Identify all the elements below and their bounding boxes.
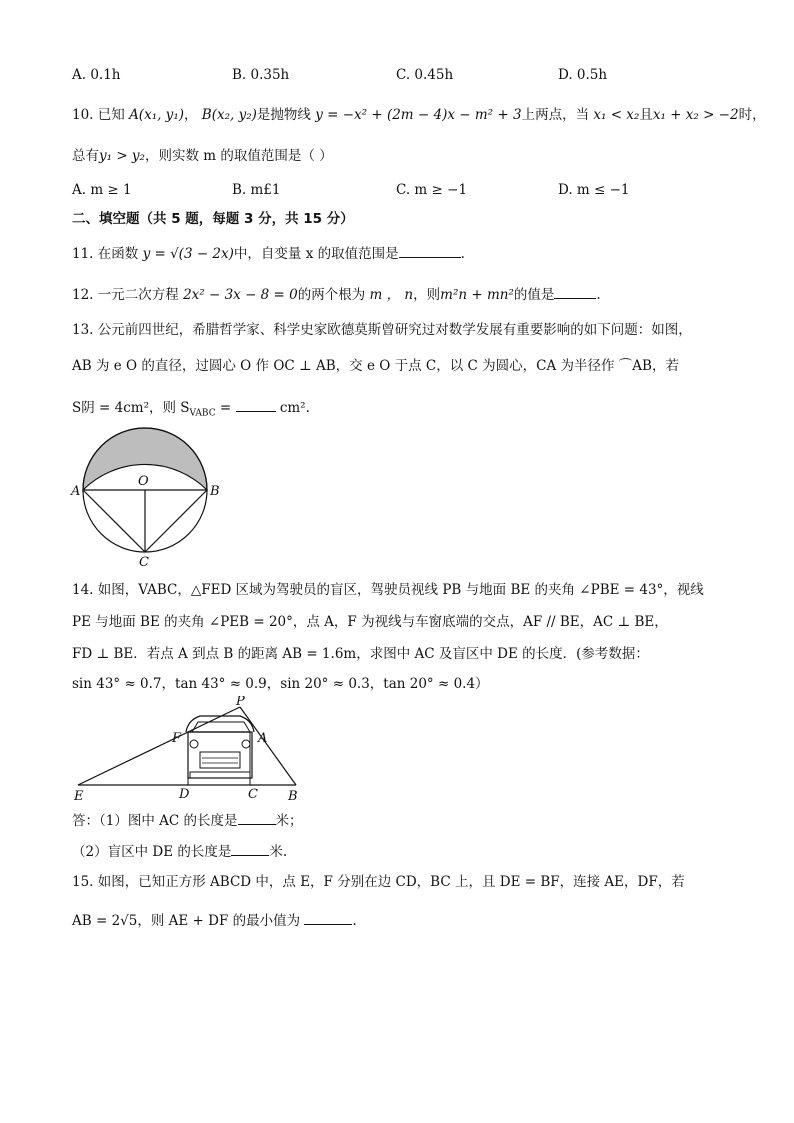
q10-mid-text: 是抛物线 [256, 107, 311, 123]
q12-pre: 12. 一元二次方程 [72, 287, 179, 303]
q14-ans1-blank[interactable] [238, 810, 276, 825]
q11-end: . [460, 246, 465, 262]
q14-label-p: P [236, 696, 245, 709]
q14-car-blindspot-figure [68, 696, 308, 804]
q14-ans1-pre: 答：（1）图中 AC 的长度是 [72, 813, 238, 829]
q13-line2: AB 为 e O 的直径，过圆心 O 作 OC ⊥ AB，交 e O 于点 C，以 C 为圆心，CA 为半径作 ⌒AB，若 [72, 358, 679, 374]
q14-ans2-post: 米. [269, 844, 288, 860]
q13-unit: cm² [279, 400, 306, 416]
q13-triangle-subscript: VABC [189, 408, 216, 419]
q10-inequality: y₁ > y₂ [99, 148, 145, 164]
q14-ans2-blank[interactable] [231, 841, 269, 856]
q14-answer-1 [72, 810, 303, 831]
q14-line4: sin 43° ≈ 0.7，tan 43° ≈ 0.9，sin 20° ≈ 0.3，tan 20° ≈ 0.4） [72, 676, 489, 692]
q14-sightline-pe [78, 707, 240, 785]
q9-option-b: B. 0.35h [232, 67, 290, 83]
q14-ans1-post: 米； [275, 813, 303, 829]
q10-point-b: B(x₂, y₂) [201, 107, 257, 123]
q12-post: 的值是 [513, 287, 555, 303]
q11-pre: 11. 在函数 [72, 246, 139, 262]
q12-end: . [596, 287, 601, 303]
q13-line1: 13. 公元前四世纪，希腊哲学家、科学史家欧德莫斯曾研究过对数学发展有重要影响的如下问题：如图， [72, 322, 692, 338]
q12-line [72, 284, 601, 305]
q12-answer-blank[interactable] [554, 284, 596, 299]
q10-option-b: B. m£1 [232, 182, 281, 198]
q14-label-d: D [179, 787, 190, 802]
section-heading-fill-in: 二、填空题（共 5 题，每题 3 分，共 15 分） [72, 211, 354, 227]
q14-line2: PE 与地面 BE 的夹角 ∠PEB = 20°，点 A，F 为视线与车窗底端的交点，AF // BE，AC ⊥ BE， [72, 614, 668, 630]
q14-car-bumper [190, 772, 250, 778]
q14-line3: FD ⊥ BE．若点 A 到点 B 的距离 AB = 1.6m，求图中 AC 及盲区中 DE 的长度．(参考数据： [72, 646, 649, 662]
q13-segment-ac [83, 490, 145, 552]
q12-expression: m²n + mn² [440, 287, 514, 303]
q15-answer-blank[interactable] [304, 910, 352, 925]
q14-headlight-right [242, 740, 250, 748]
q10-number: 10. 已知 [72, 107, 125, 123]
q10-option-d: D. m ≤ −1 [558, 182, 630, 198]
q10-separator: ， [184, 107, 198, 123]
q11-line [72, 243, 465, 264]
q10-option-c: C. m ≥ −1 [396, 182, 468, 198]
q13-label-c: C [139, 555, 149, 570]
q13-label-a: A [71, 484, 81, 499]
q10-parabola-equation: y = −x² + (2m − 4)x − m² + 3 [315, 107, 522, 123]
q13-label-b: B [210, 484, 220, 499]
q14-answer-2 [72, 841, 287, 862]
q10-option-a: A. m ≥ 1 [72, 182, 132, 198]
q9-option-d: D. 0.5h [558, 67, 608, 83]
q13-line3-mid: = [215, 400, 232, 416]
q12-mid2: ，则 [413, 287, 441, 303]
q10-line2-pre: 总有 [72, 148, 99, 164]
q13-answer-blank[interactable] [236, 397, 276, 412]
q15-end: . [352, 913, 357, 929]
q12-equation: 2x² − 3x − 8 = 0 [183, 287, 298, 303]
q13-end: . [305, 400, 310, 416]
q14-line1: 14. 如图，VABC，△FED 区域为驾驶员的盲区，驾驶员视线 PB 与地面 BE 的夹角 ∠PBE = 43°，视线 [72, 582, 704, 598]
q13-circle-figure [68, 420, 228, 570]
q11-post: 中，自变量 x 的取值范围是 [233, 246, 399, 262]
q14-ans2-pre: （2）盲区中 DE 的长度是 [72, 844, 232, 860]
q10-tail-text: 上两点，当 [521, 107, 590, 123]
q12-roots: m ， n [369, 287, 414, 303]
q13-segment-bc [145, 490, 207, 552]
q10-point-a: A(x₁, y₁) [129, 107, 184, 123]
q10-line2-post: ，则实数 m 的取值范围是（ ） [144, 148, 333, 164]
q10-condition-2: x₁ + x₂ > −2 [652, 107, 739, 123]
q14-car-roof [186, 716, 254, 732]
q13-label-o: O [138, 474, 149, 489]
q10-condition-1: x₁ < x₂ [593, 107, 640, 123]
q14-label-b: B [288, 789, 298, 804]
q14-label-a: A [258, 731, 268, 746]
q11-answer-blank[interactable] [399, 243, 461, 258]
q15-line2 [72, 910, 357, 931]
q14-headlight-left [190, 740, 198, 748]
q12-mid: 的两个根为 [297, 287, 366, 303]
q9-option-a: A. 0.1h [72, 67, 121, 83]
q13-line3-pre: S阴 = 4cm²，则 S [72, 400, 190, 416]
q14-label-e: E [74, 789, 84, 804]
q10-line1 [72, 105, 766, 125]
q14-label-c: C [248, 787, 258, 802]
q9-option-c: C. 0.45h [396, 67, 454, 83]
q11-formula: y = √(3 − 2x) [142, 246, 234, 262]
q14-car-grille [200, 752, 240, 768]
q14-sightline-pb [240, 707, 296, 785]
q15-line2-pre: AB = 2√5，则 AE + DF 的最小值为 [72, 913, 301, 929]
q14-label-f: F [172, 731, 182, 746]
q15-line1: 15. 如图，已知正方形 ABCD 中，点 E，F 分别在边 CD，BC 上，且 DE = BF，连接 AE，DF，若 [72, 874, 685, 890]
q10-line2 [72, 146, 333, 166]
q14-car-windshield [192, 722, 250, 732]
q10-and-text: 且 [639, 107, 653, 123]
q10-end-text: 时， [738, 107, 766, 123]
